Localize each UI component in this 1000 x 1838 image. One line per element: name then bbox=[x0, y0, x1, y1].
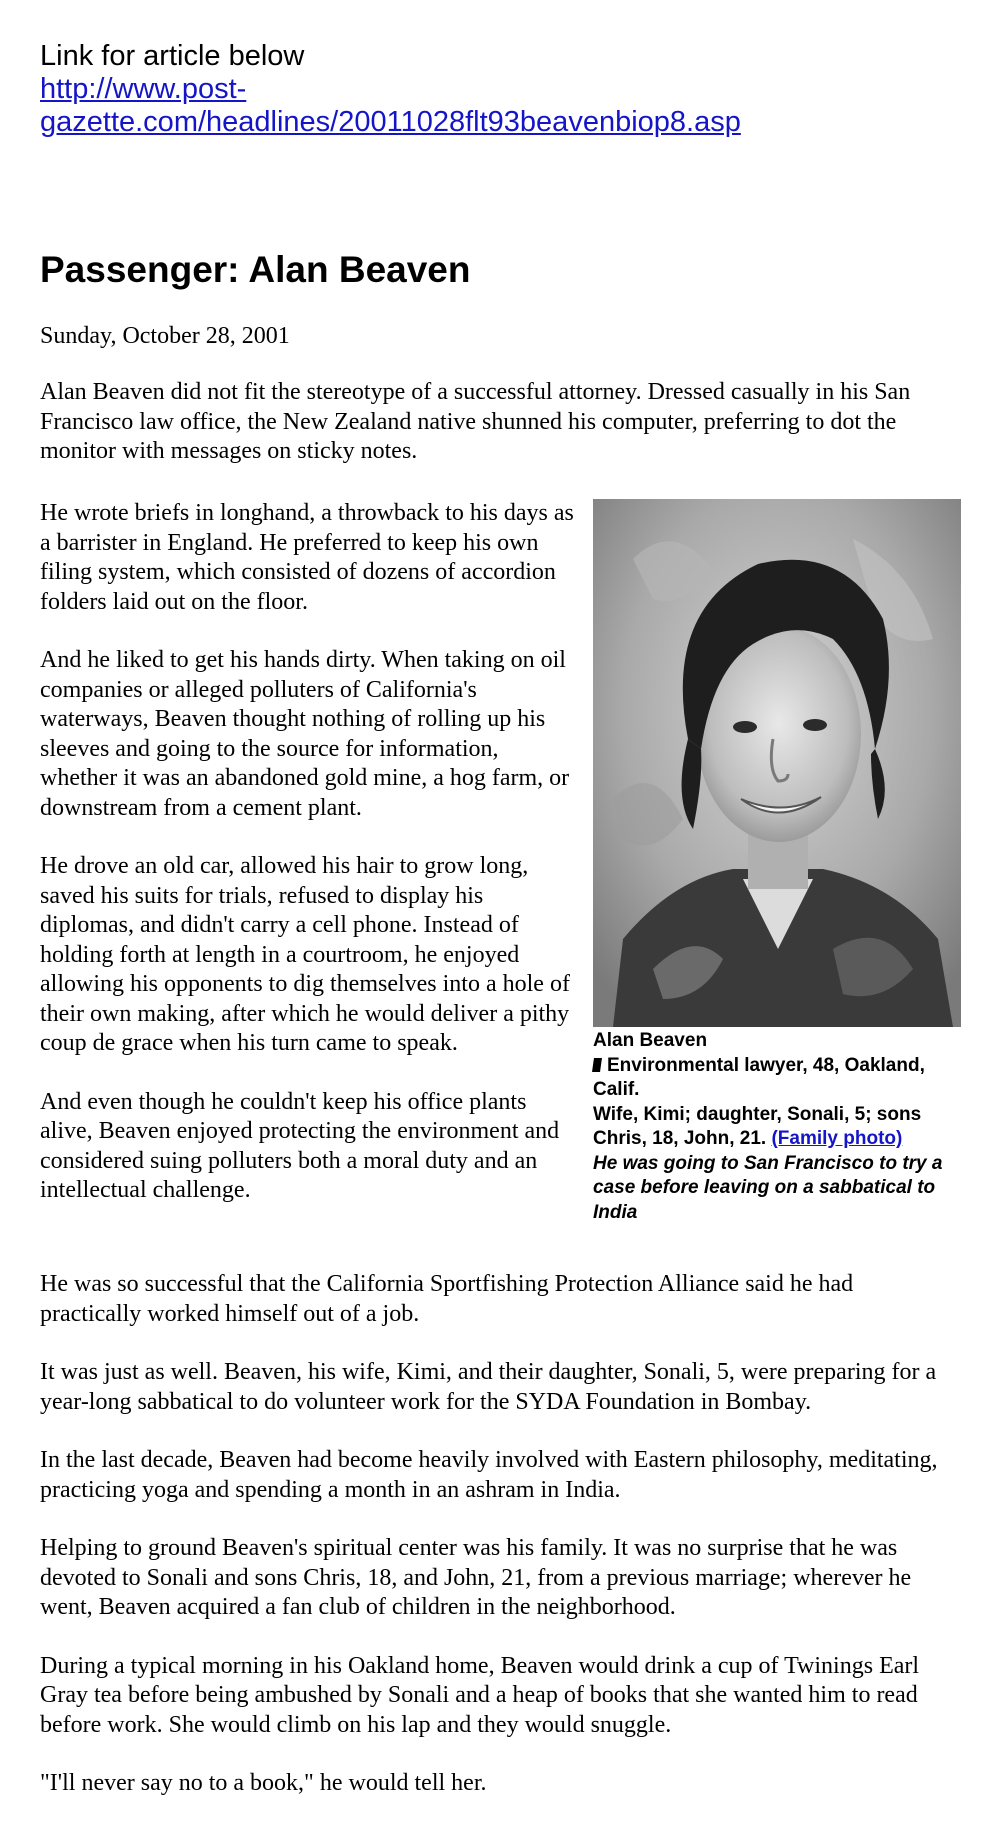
caption-family-line bbox=[593, 1103, 961, 1152]
article-headline: Passenger: Alan Beaven bbox=[40, 249, 471, 290]
caption-family: Wife, Kimi; daughter, Sonali, 5; sons Chris, 18, John, 21. bbox=[593, 1103, 922, 1149]
paragraph: In the last decade, Beaven had become heavily involved with Eastern philosophy, meditating, practicing yoga and spending a month in an ashram in India. bbox=[40, 1447, 938, 1503]
paragraph: And even though he couldn't keep his office plants alive, Beaven enjoyed protecting the environment and considered suing polluters both a moral duty and an intellectual challenge. bbox=[40, 1088, 560, 1203]
left-column bbox=[40, 499, 580, 1235]
paragraph: He drove an old car, allowed his hair to grow long, saved his suits for trials, refused to display his diplomas, and didn't carry a cell phone. Instead of holding forth at length in a courtroom, he enjoyed allowing his opponents to dig themselves into a hole of their own making, after which he would deliver a pithy coup de grace when his turn came to speak. bbox=[40, 853, 570, 1056]
article-link[interactable]: http://www.post-gazette.com/headlines/20011028flt93beavenbiop8.asp bbox=[40, 73, 741, 138]
caption-role-line bbox=[593, 1054, 961, 1103]
bullet-icon bbox=[592, 1058, 602, 1072]
paragraph: It was just as well. Beaven, his wife, Kimi, and their daughter, Sonali, 5, were preparing for a year-long sabbatical to do volunteer work for the SYDA Foundation in Bombay. bbox=[40, 1359, 937, 1415]
paragraph: "I'll never say no to a book," he would tell her. bbox=[40, 1770, 487, 1796]
photo-column bbox=[593, 499, 961, 1225]
family-photo-link[interactable]: (Family photo) bbox=[771, 1128, 903, 1149]
link-intro-text: Link for article below bbox=[40, 40, 305, 72]
paragraph: Helping to ground Beaven's spiritual center was his family. It was no surprise that he was devoted to Sonali and sons Chris, 18, and John, 21, from a previous marriage; wherever he went, Beaven acquired a fan club of children in the neighborhood. bbox=[40, 1535, 912, 1620]
paragraph: During a typical morning in his Oakland home, Beaven would drink a cup of Twinings Earl Gray tea before being ambushed by Sonali and a heap of books that she wanted him to read before work. She would climb on his lap and they would snuggle. bbox=[40, 1652, 920, 1738]
article-date: Sunday, October 28, 2001 bbox=[40, 323, 290, 349]
caption-note: He was going to San Francisco to try a case before leaving on a sabbatical to India bbox=[593, 1152, 943, 1223]
caption-role: Environmental lawyer, 48, Oakland, Calif. bbox=[593, 1054, 925, 1100]
paragraph: Alan Beaven did not fit the stereotype of a successful attorney. Dressed casually in his San Francisco law office, the New Zealand native shunned his computer, preferring to dot the monitor with messages on sticky notes. bbox=[40, 379, 911, 464]
paragraph: He wrote briefs in longhand, a throwback to his days as a barrister in England. He preferred to keep his own filing system, which consisted of dozens of accordion folders laid out on the floor. bbox=[40, 500, 574, 615]
photo-caption bbox=[593, 1029, 961, 1225]
article-page bbox=[40, 40, 960, 1796]
paragraph: And he liked to get his hands dirty. When taking on oil companies or alleged polluters of California's waterways, Beaven thought nothing of rolling up his sleeves and going to the source for information, whether it was an abandoned gold mine, a hog farm, or downstream from a cement plant. bbox=[40, 647, 570, 821]
link-header bbox=[40, 40, 960, 139]
bottom-section bbox=[40, 1270, 960, 1828]
portrait-photo bbox=[593, 499, 961, 1027]
intro-paragraph bbox=[40, 378, 960, 496]
caption-name: Alan Beaven bbox=[593, 1030, 708, 1051]
paragraph: He was so successful that the California Sportfishing Protection Alliance said he had practically worked himself out of a job. bbox=[40, 1271, 854, 1327]
